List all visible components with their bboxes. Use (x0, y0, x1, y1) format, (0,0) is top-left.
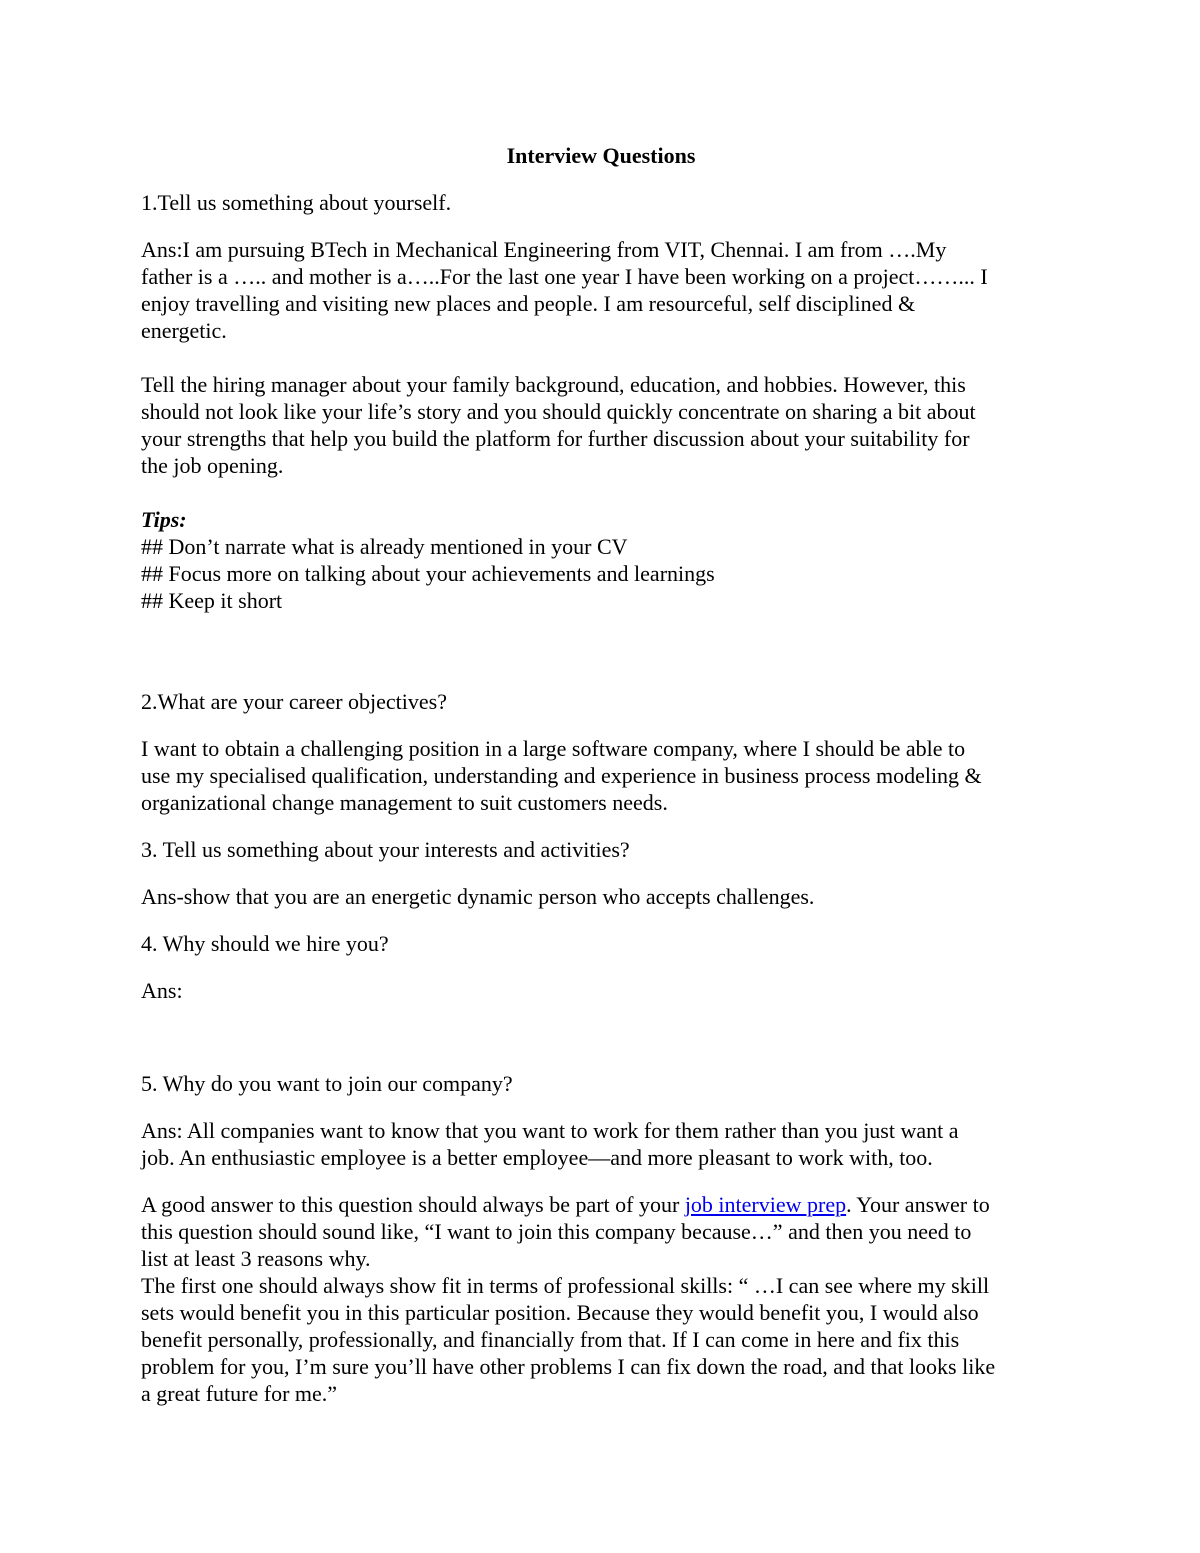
tips-label: Tips: (141, 507, 187, 532)
answer-5-detail-line: benefit personally, professionally, and financially from that. If I can come in here and fix this (141, 1327, 960, 1352)
answer-4: Ans: (141, 978, 183, 1003)
detail-prefix: A good answer to this question should always be part of your (141, 1192, 685, 1217)
answer-5-detail-line: sets would benefit you in this particular position. Because they would benefit you, I would also (141, 1300, 979, 1325)
answer-1-line: enjoy travelling and visiting new places and people. I am resourceful, self disciplined & (141, 291, 916, 316)
answer-5-line: Ans: All companies want to know that you want to work for them rather than you just want a (141, 1118, 959, 1143)
tip-item: ## Focus more on talking about your achievements and learnings (141, 561, 715, 586)
job-interview-prep-link[interactable]: job interview prep (684, 1192, 847, 1217)
answer-5-detail-line: a great future for me.” (141, 1381, 338, 1406)
question-3: 3. Tell us something about your interests and activities? (141, 837, 630, 862)
tip-item: ## Keep it short (141, 588, 283, 613)
advice-1 (141, 371, 1061, 479)
answer-2-line: use my specialised qualification, understanding and experience in business process modeling & (141, 763, 982, 788)
answer-5 (141, 1117, 1061, 1171)
answer-2 (141, 735, 1061, 816)
answer-5-line: job. An enthusiastic employee is a better employee—and more pleasant to work with, too. (141, 1145, 933, 1170)
answer-2-line: organizational change management to suit customers needs. (141, 790, 668, 815)
answer-3: Ans-show that you are an energetic dynamic person who accepts challenges. (141, 884, 815, 909)
tips-section (141, 506, 1061, 614)
answer-2-line: I want to obtain a challenging position in a large software company, where I should be able to (141, 736, 966, 761)
question-4: 4. Why should we hire you? (141, 931, 389, 956)
answer-5-detail-line: list at least 3 reasons why. (141, 1246, 371, 1271)
document-body (141, 142, 1061, 1407)
answer-1-line: Ans:I am pursuing BTech in Mechanical Engineering from VIT, Chennai. I am from ….My (141, 237, 947, 262)
answer-5-detail-line: The first one should always show fit in terms of professional skills: “ …I can see where my skill (141, 1273, 990, 1298)
answer-5-detail-line (141, 1191, 1061, 1218)
question-1: 1.Tell us something about yourself. (141, 190, 452, 215)
tip-item: ## Don’t narrate what is already mentioned in your CV (141, 534, 628, 559)
detail-suffix: . Your answer to (846, 1192, 990, 1217)
advice-1-line: your strengths that help you build the platform for further discussion about your suitability for (141, 426, 970, 451)
answer-1-line: energetic. (141, 318, 227, 343)
advice-1-line: the job opening. (141, 453, 284, 478)
answer-1-line: father is a ….. and mother is a…..For the last one year I have been working on a project……... I (141, 264, 988, 289)
advice-1-line: should not look like your life’s story and you should quickly concentrate on sharing a bit about (141, 399, 976, 424)
question-5: 5. Why do you want to join our company? (141, 1071, 513, 1096)
answer-5-detail-line: problem for you, I’m sure you’ll have other problems I can fix down the road, and that looks like (141, 1354, 996, 1379)
answer-5-detail (141, 1191, 1061, 1407)
answer-1 (141, 236, 1061, 344)
question-2: 2.What are your career objectives? (141, 689, 447, 714)
advice-1-line: Tell the hiring manager about your family background, education, and hobbies. However, this (141, 372, 966, 397)
document-title: Interview Questions (506, 143, 696, 168)
answer-5-detail-line: this question should sound like, “I want to join this company because…” and then you need to (141, 1219, 972, 1244)
